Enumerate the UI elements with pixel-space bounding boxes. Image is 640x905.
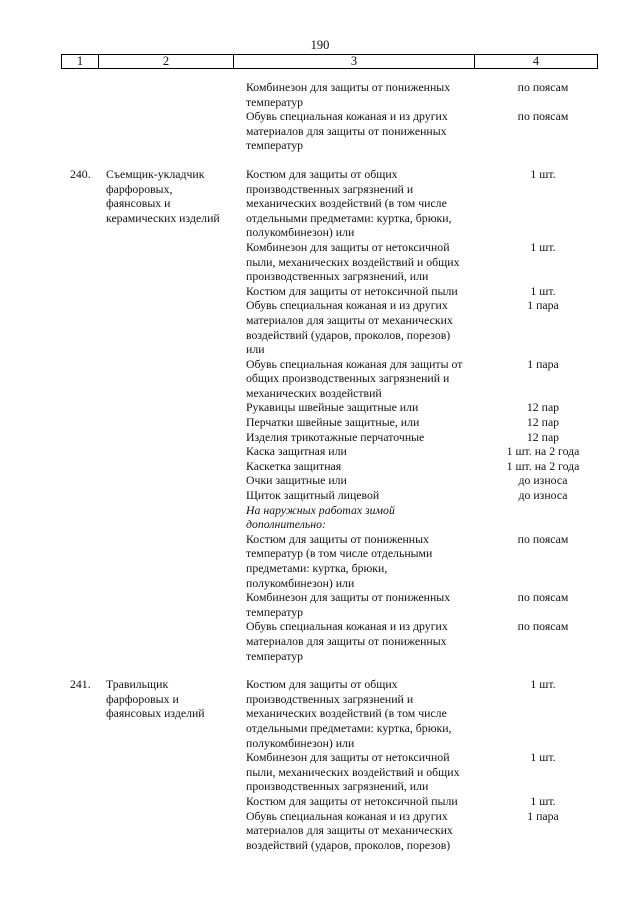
ppe-item-line: температур: [246, 94, 304, 109]
table-row: [0, 284, 640, 299]
table-row: [0, 488, 640, 503]
ppe-item-line: производственных загрязнений, или: [246, 779, 429, 794]
issue-norm: 1 пара: [527, 356, 559, 371]
item-number-cell: [0, 459, 104, 474]
ppe-item-cell: [244, 794, 488, 809]
profession-cell: [104, 473, 244, 488]
norm-cell: [488, 80, 598, 109]
issue-norm: 12 пар: [526, 400, 560, 415]
norm-cell: [488, 430, 598, 445]
ppe-item-line: На наружных работах зимой: [246, 502, 395, 517]
profession-cell: [104, 240, 244, 284]
block-spacer: [0, 663, 640, 677]
profession-cell: [104, 400, 244, 415]
profession-name-line: фарфоровых,: [106, 181, 173, 196]
table-row: [0, 590, 640, 619]
table-row: [0, 298, 640, 356]
ppe-item-cell: [244, 357, 488, 401]
ppe-item-cell: [244, 809, 488, 853]
table-row: [0, 430, 640, 445]
issue-norm: по поясам: [517, 80, 569, 94]
issue-norm: по поясам: [517, 590, 569, 605]
ppe-item-cell: [244, 80, 488, 109]
issue-norm: по поясам: [517, 531, 569, 546]
ppe-item-line: температур: [246, 138, 304, 153]
item-number-cell: [0, 357, 104, 401]
item-number: 240.: [70, 166, 91, 181]
ppe-item-line: воздействий (ударов, проколов, порезов): [246, 327, 451, 342]
item-number-cell: [0, 284, 104, 299]
norm-cell: [488, 619, 598, 663]
ppe-item-line: механических воздействий: [246, 385, 382, 400]
ppe-item-cell: [244, 750, 488, 794]
item-number-cell: [0, 400, 104, 415]
ppe-item-line: Обувь специальная кожаная и из других: [246, 808, 448, 823]
profession-cell: [104, 109, 244, 153]
table-row: [0, 167, 640, 240]
ppe-item-line: Перчатки швейные защитные, или: [246, 415, 420, 430]
ppe-item-line: производственных загрязнений и: [246, 691, 414, 706]
profession-name-line: фарфоровых и: [106, 691, 179, 706]
ppe-item-line: температур (в том числе отдельными: [246, 546, 433, 561]
table-row: [0, 532, 640, 590]
block-spacer: [0, 153, 640, 167]
norm-cell: [488, 488, 598, 503]
profession-cell: [104, 298, 244, 356]
ppe-item-cell: [244, 240, 488, 284]
ppe-item-line: материалов для защиты от механических: [246, 312, 453, 327]
item-number-cell: [0, 240, 104, 284]
ppe-item-cell: [244, 109, 488, 153]
table-row: [0, 415, 640, 430]
profession-cell: [104, 80, 244, 109]
ppe-item-cell: [244, 619, 488, 663]
profession-cell: [104, 357, 244, 401]
profession-name-line: Травильщик: [106, 677, 169, 692]
item-number-cell: [0, 473, 104, 488]
table-row: [0, 109, 640, 153]
ppe-item-line: Обувь специальная кожаная и из других: [246, 298, 448, 313]
norm-cell: [488, 532, 598, 590]
ppe-item-line: пыли, механических воздействий и общих: [246, 764, 460, 779]
profession-cell: [104, 488, 244, 503]
ppe-item-line: пыли, механических воздействий и общих: [246, 254, 460, 269]
norm-cell: [488, 590, 598, 619]
item-number-cell: [0, 619, 104, 663]
norm-cell: [488, 444, 598, 459]
table-row: [0, 240, 640, 284]
item-number-cell: [0, 488, 104, 503]
ppe-item-cell: [244, 284, 488, 299]
profession-cell: [104, 284, 244, 299]
item-number-cell: [0, 750, 104, 794]
profession-cell: [104, 619, 244, 663]
profession-cell: [104, 809, 244, 853]
norm-cell: [488, 240, 598, 284]
norm-cell: [488, 298, 598, 356]
ppe-item-cell: [244, 590, 488, 619]
profession-cell: [104, 444, 244, 459]
profession-cell: [104, 532, 244, 590]
column-header-3: 3: [234, 55, 475, 68]
ppe-item-line: или: [246, 342, 265, 357]
item-number-cell: [0, 503, 104, 532]
profession-name-line: керамических изделий: [106, 210, 220, 225]
item-number-cell: [0, 298, 104, 356]
item-number-cell: [0, 809, 104, 853]
issue-norm: 1 шт. на 2 года: [506, 444, 580, 459]
table-row: [0, 80, 640, 109]
ppe-item-line: воздействий (ударов, проколов, порезов): [246, 837, 451, 852]
norm-cell: [488, 473, 598, 488]
item-number-cell: [0, 80, 104, 109]
ppe-item-cell: [244, 532, 488, 590]
issue-norm: 1 шт. на 2 года: [506, 458, 580, 473]
ppe-item-line: отдельными предметами: куртка, брюки,: [246, 210, 452, 225]
table-row: [0, 473, 640, 488]
table-row: [0, 400, 640, 415]
ppe-item-cell: [244, 677, 488, 750]
profession-name-line: фаянсовых и: [106, 196, 171, 211]
ppe-item-cell: [244, 444, 488, 459]
table-body: [0, 80, 640, 852]
profession-cell: [104, 430, 244, 445]
ppe-item-line: механических воздействий (в том числе: [246, 196, 447, 211]
ppe-item-line: материалов для защиты от пониженных: [246, 123, 447, 138]
norm-cell: [488, 750, 598, 794]
table-row: [0, 357, 640, 401]
item-number-cell: [0, 794, 104, 809]
ppe-item-line: Костюм для защиты от пониженных: [246, 531, 429, 546]
ppe-item-line: производственных загрязнений и: [246, 181, 414, 196]
table-row: [0, 750, 640, 794]
ppe-item-line: производственных загрязнений, или: [246, 269, 429, 284]
norm-cell: [488, 400, 598, 415]
norm-cell: [488, 677, 598, 750]
issue-norm: 12 пар: [526, 429, 560, 444]
ppe-item-line: Обувь специальная кожаная для защиты от: [246, 356, 463, 371]
table-row: [0, 619, 640, 663]
ppe-item-cell: [244, 167, 488, 240]
ppe-item-line: Рукавицы швейные защитные или: [246, 400, 419, 415]
norm-cell: [488, 357, 598, 401]
ppe-item-line: материалов для защиты от механических: [246, 823, 453, 838]
ppe-item-line: материалов для защиты от пониженных: [246, 633, 447, 648]
ppe-item-line: температур: [246, 604, 304, 619]
norm-cell: [488, 284, 598, 299]
profession-cell: [104, 677, 244, 750]
norm-cell: [488, 415, 598, 430]
issue-norm: по поясам: [517, 109, 569, 124]
ppe-item-line: температур: [246, 648, 304, 663]
norm-cell: [488, 794, 598, 809]
profession-name-line: фаянсовых изделий: [106, 706, 205, 721]
item-number-cell: [0, 677, 104, 750]
profession-cell: [104, 167, 244, 240]
ppe-item-cell: [244, 298, 488, 356]
ppe-item-cell: [244, 430, 488, 445]
issue-norm: до износа: [518, 488, 568, 503]
profession-cell: [104, 590, 244, 619]
norm-cell: [488, 109, 598, 153]
norm-cell: [488, 503, 598, 532]
column-header-1: 1: [62, 55, 99, 68]
ppe-item-cell: [244, 473, 488, 488]
profession-cell: [104, 415, 244, 430]
table-header: [61, 54, 598, 69]
ppe-item-line: дополнительно:: [246, 517, 326, 532]
issue-norm: по поясам: [517, 619, 569, 634]
ppe-item-line: Комбинезон для защиты от пониженных: [246, 590, 451, 605]
ppe-item-line: полукомбинезон) или: [246, 575, 355, 590]
ppe-item-line: Каска защитная или: [246, 444, 347, 459]
ppe-item-line: Костюм для защиты от общих: [246, 677, 398, 692]
ppe-item-line: предметами: куртка, брюки,: [246, 561, 388, 575]
table-row: [0, 503, 640, 532]
ppe-item-cell: [244, 488, 488, 503]
ppe-item-cell: [244, 415, 488, 430]
ppe-item-cell: [244, 503, 488, 532]
ppe-item-line: Изделия трикотажные перчаточные: [246, 429, 425, 444]
item-number-cell: [0, 532, 104, 590]
ppe-item-line: отдельными предметами: куртка, брюки,: [246, 720, 452, 735]
norm-cell: [488, 167, 598, 240]
profession-cell: [104, 503, 244, 532]
issue-norm: 1 шт.: [530, 166, 556, 181]
ppe-item-line: Каскетка защитная: [246, 458, 342, 473]
ppe-item-line: Обувь специальная кожаная и из других: [246, 109, 448, 124]
profession-name-line: Съемщик-укладчик: [106, 166, 205, 181]
issue-norm: 1 пара: [527, 298, 559, 313]
table-row: [0, 677, 640, 750]
ppe-item-line: общих производственных загрязнений и: [246, 371, 450, 386]
ppe-item-line: механических воздействий (в том числе: [246, 706, 447, 721]
ppe-item-line: Костюм для защиты от нетоксичной пыли: [246, 793, 458, 808]
table-row: [0, 444, 640, 459]
item-number-cell: [0, 590, 104, 619]
column-header-2: 2: [99, 55, 234, 68]
page-number: 190: [310, 38, 330, 52]
ppe-item-line: Очки защитные или: [246, 473, 347, 488]
ppe-item-line: Комбинезон для защиты от пониженных: [246, 80, 451, 94]
ppe-item-line: полукомбинезон) или: [246, 225, 355, 240]
issue-norm: 1 пара: [527, 808, 559, 823]
ppe-item-line: полукомбинезон) или: [246, 735, 355, 750]
ppe-item-cell: [244, 400, 488, 415]
profession-cell: [104, 459, 244, 474]
item-number: 241.: [70, 677, 91, 692]
ppe-item-line: Обувь специальная кожаная и из других: [246, 619, 448, 634]
issue-norm: 1 шт.: [530, 677, 556, 692]
issue-norm: 1 шт.: [530, 750, 556, 765]
ppe-item-cell: [244, 459, 488, 474]
table-row: [0, 794, 640, 809]
ppe-item-line: Костюм для защиты от общих: [246, 166, 398, 181]
issue-norm: до износа: [518, 473, 568, 488]
item-number-cell: [0, 430, 104, 445]
ppe-item-line: Комбинезон для защиты от нетоксичной: [246, 239, 450, 254]
profession-cell: [104, 750, 244, 794]
profession-cell: [104, 794, 244, 809]
norm-cell: [488, 459, 598, 474]
item-number-cell: [0, 109, 104, 153]
table-row: [0, 459, 640, 474]
issue-norm: 1 шт.: [530, 793, 556, 808]
issue-norm: 1 шт.: [530, 239, 556, 254]
norm-cell: [488, 809, 598, 853]
column-header-4: 4: [532, 54, 540, 68]
issue-norm: 1 шт.: [530, 283, 556, 298]
ppe-item-line: Костюм для защиты от нетоксичной пыли: [246, 283, 458, 298]
item-number-cell: [0, 444, 104, 459]
table-row: [0, 809, 640, 853]
ppe-item-line: Комбинезон для защиты от нетоксичной: [246, 750, 450, 765]
item-number-cell: [0, 167, 104, 240]
item-number-cell: [0, 415, 104, 430]
ppe-item-line: Щиток защитный лицевой: [246, 488, 380, 503]
issue-norm: 12 пар: [526, 415, 560, 430]
